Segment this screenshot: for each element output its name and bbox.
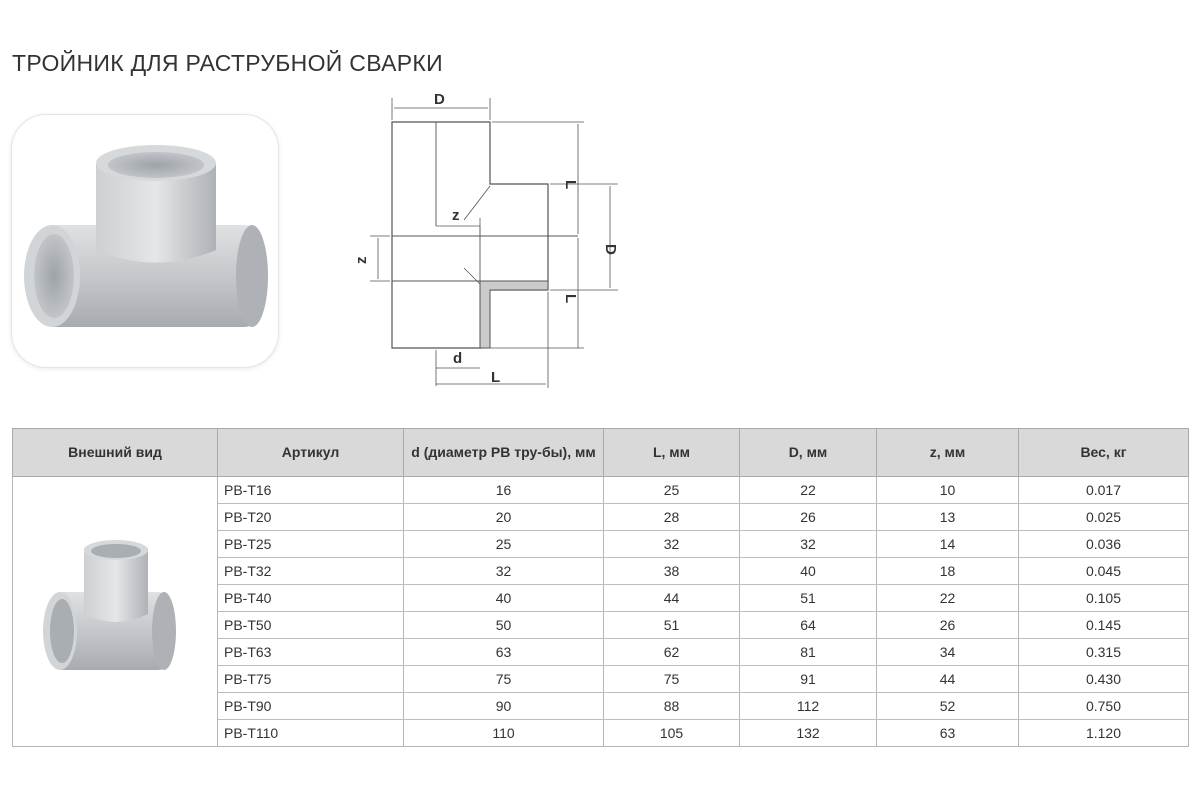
label-D-right: D xyxy=(602,244,619,255)
cell-sku: PB-T16 xyxy=(218,477,404,504)
spec-table xyxy=(12,428,1189,747)
cell-sku: PB-T32 xyxy=(218,558,404,585)
label-L-lower: L xyxy=(562,294,579,304)
cell-z: 63 xyxy=(877,720,1019,747)
cell-sku: PB-T75 xyxy=(218,666,404,693)
cell-L: 44 xyxy=(604,585,740,612)
cell-L: 105 xyxy=(604,720,740,747)
cell-d: 75 xyxy=(404,666,604,693)
cell-d: 110 xyxy=(404,720,604,747)
cell-D: 40 xyxy=(740,558,877,585)
cell-D: 26 xyxy=(740,504,877,531)
cell-d: 16 xyxy=(404,477,604,504)
dimension-drawing xyxy=(353,86,626,392)
col-header-appearance: Внешний вид xyxy=(13,429,218,477)
label-z-left: z xyxy=(353,256,370,264)
col-header-z: z, мм xyxy=(877,429,1019,477)
cell-z: 18 xyxy=(877,558,1019,585)
cell-L: 25 xyxy=(604,477,740,504)
cell-sku: PB-T63 xyxy=(218,639,404,666)
cell-z: 34 xyxy=(877,639,1019,666)
cell-L: 38 xyxy=(604,558,740,585)
cell-L: 88 xyxy=(604,693,740,720)
cell-D: 81 xyxy=(740,639,877,666)
cell-weight: 0.315 xyxy=(1019,639,1189,666)
label-L-bottom: L xyxy=(491,369,501,386)
cell-d: 25 xyxy=(404,531,604,558)
cell-z: 10 xyxy=(877,477,1019,504)
cell-D: 22 xyxy=(740,477,877,504)
cell-L: 32 xyxy=(604,531,740,558)
cell-D: 64 xyxy=(740,612,877,639)
cell-sku: PB-T90 xyxy=(218,693,404,720)
cell-weight: 0.045 xyxy=(1019,558,1189,585)
cell-d: 90 xyxy=(404,693,604,720)
tee-outline xyxy=(392,122,548,348)
cell-L: 51 xyxy=(604,612,740,639)
label-z-inner: z xyxy=(452,207,460,224)
table-row xyxy=(13,477,1189,504)
cell-weight: 0.430 xyxy=(1019,666,1189,693)
tee-thumbnail-image xyxy=(40,542,190,682)
appearance-cell xyxy=(13,477,218,747)
table-body xyxy=(13,477,1189,747)
col-header-D: D, мм xyxy=(740,429,877,477)
cell-sku: PB-T40 xyxy=(218,585,404,612)
cell-D: 91 xyxy=(740,666,877,693)
tee-fitting-image xyxy=(12,115,278,367)
cell-sku: PB-T25 xyxy=(218,531,404,558)
cell-D: 112 xyxy=(740,693,877,720)
cell-sku: PB-T50 xyxy=(218,612,404,639)
label-d-bottom: d xyxy=(453,350,463,367)
product-photo-card xyxy=(12,115,278,367)
cell-d: 40 xyxy=(404,585,604,612)
cell-weight: 0.036 xyxy=(1019,531,1189,558)
cell-weight: 0.017 xyxy=(1019,477,1189,504)
cell-weight: 1.120 xyxy=(1019,720,1189,747)
cell-z: 22 xyxy=(877,585,1019,612)
cell-d: 50 xyxy=(404,612,604,639)
page-title: ТРОЙНИК ДЛЯ РАСТРУБНОЙ СВАРКИ xyxy=(12,50,443,76)
cell-sku: PB-T110 xyxy=(218,720,404,747)
cell-d: 20 xyxy=(404,504,604,531)
cell-sku: PB-T20 xyxy=(218,504,404,531)
cell-L: 62 xyxy=(604,639,740,666)
cell-z: 44 xyxy=(877,666,1019,693)
col-header-sku: Артикул xyxy=(218,429,404,477)
cell-weight: 0.025 xyxy=(1019,504,1189,531)
col-header-diameter: d (диаметр PB тру-бы), мм xyxy=(404,429,604,477)
cell-z: 52 xyxy=(877,693,1019,720)
cell-L: 28 xyxy=(604,504,740,531)
cell-d: 63 xyxy=(404,639,604,666)
col-header-L: L, мм xyxy=(604,429,740,477)
label-D-top: D xyxy=(434,91,445,108)
cell-D: 132 xyxy=(740,720,877,747)
cell-z: 13 xyxy=(877,504,1019,531)
cell-z: 26 xyxy=(877,612,1019,639)
cell-d: 32 xyxy=(404,558,604,585)
table-header-row xyxy=(13,429,1189,477)
label-L-upper: L xyxy=(562,180,579,190)
cell-weight: 0.145 xyxy=(1019,612,1189,639)
cell-weight: 0.750 xyxy=(1019,693,1189,720)
cell-L: 75 xyxy=(604,666,740,693)
cell-z: 14 xyxy=(877,531,1019,558)
cell-D: 32 xyxy=(740,531,877,558)
cell-weight: 0.105 xyxy=(1019,585,1189,612)
col-header-weight: Вес, кг xyxy=(1019,429,1189,477)
cell-D: 51 xyxy=(740,585,877,612)
